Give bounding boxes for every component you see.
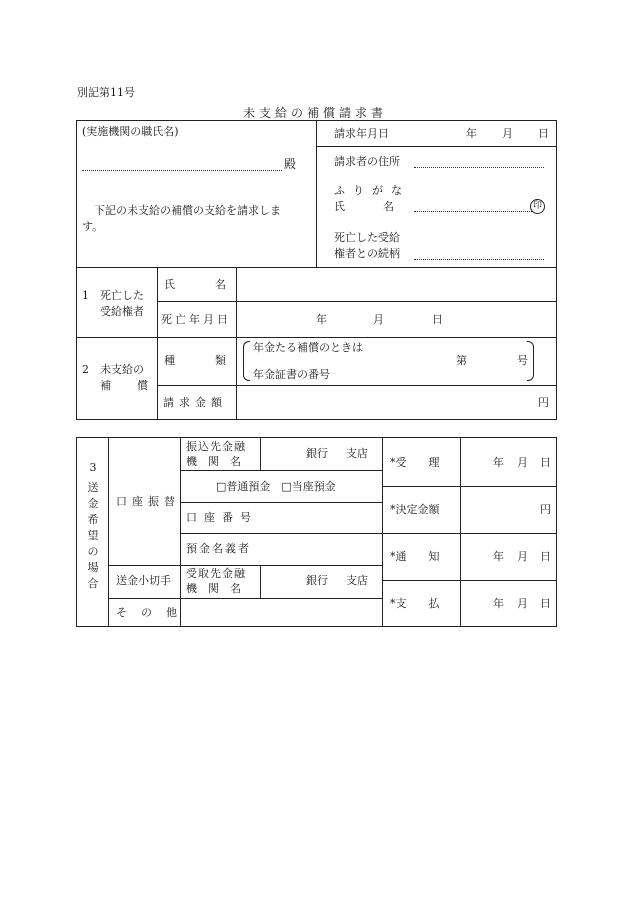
section1-line1: 1 死亡した [82, 289, 144, 302]
other-label: その他 [116, 606, 191, 619]
recv-inst-label-2: 機関名 [186, 582, 252, 595]
payment-year: 年 [493, 597, 504, 610]
section3-char: 望 [87, 529, 99, 542]
seal-icon: 印 [530, 199, 545, 214]
deposit-type-checkboxes[interactable]: □普通預金 □当座預金 [216, 480, 336, 493]
name-label-text: 氏名 [334, 200, 432, 213]
payment-label: *支 払 [390, 597, 440, 610]
s2-pension-case: 年金たる補償のときは [253, 341, 363, 354]
s1-name-label: 氏名 [164, 278, 266, 291]
address-line[interactable] [414, 167, 544, 168]
bank-label: 銀行 [306, 447, 328, 460]
receipt-label: *受 理 [390, 456, 440, 469]
relation-line[interactable] [414, 259, 544, 260]
request-day: 日 [538, 127, 549, 140]
section3-char: 希 [87, 513, 99, 526]
relation-label-1: 死亡した受給 [334, 231, 400, 244]
agency-name-line[interactable] [82, 170, 282, 171]
relation-label-2: 権者との続柄 [334, 247, 400, 260]
recv-branch-label: 支店 [346, 574, 368, 587]
request-date-label: 請求年月日 [334, 127, 389, 140]
decided-yen: 円 [540, 503, 551, 516]
account-number-label: 口座番号 [186, 511, 258, 524]
addressee-suffix: 殿 [284, 157, 297, 171]
s2-dai: 第 [456, 354, 467, 367]
decided-amount-label: *決定金額 [390, 503, 440, 516]
bracket-right [527, 341, 534, 381]
name-line[interactable] [414, 211, 532, 212]
payment-month: 月 [517, 597, 528, 610]
s1-month: 月 [373, 313, 384, 326]
section3-char: 送 [87, 481, 99, 494]
s2-yen: 円 [538, 396, 549, 409]
recv-bank-label: 銀行 [306, 574, 328, 587]
s1-death-date-label: 死亡年月日 [161, 313, 231, 326]
section1-line2: 受給権者 [100, 305, 144, 318]
branch-label: 支店 [346, 447, 368, 460]
section2-line1: 2 未支給の [82, 363, 144, 376]
notice-year: 年 [493, 550, 504, 563]
agency-label: (実施機関の職氏名) [82, 125, 179, 138]
section3-char: の [87, 545, 99, 558]
furigana-label: ふりがな [334, 184, 410, 197]
request-text-line2: す。 [82, 220, 104, 233]
payment-day: 日 [540, 597, 551, 610]
account-transfer-label: 口座振替 [116, 495, 180, 508]
form-number: 別記第11号 [77, 86, 135, 99]
notice-label: *通 知 [390, 550, 440, 563]
request-text-line1: 下記の未支給の補償の支給を請求しま [94, 204, 281, 217]
bracket-left [243, 341, 250, 381]
section3-char: 金 [87, 497, 99, 510]
section3-label [86, 462, 100, 594]
bank-inst-label-1: 振込先金融 [186, 440, 246, 453]
remit-check-label: 送金小切手 [116, 574, 171, 587]
receipt-month: 月 [517, 456, 528, 469]
recv-inst-label-1: 受取先金融 [186, 567, 246, 580]
receipt-day: 日 [540, 456, 551, 469]
s1-day: 日 [432, 313, 443, 326]
section2-line2: 補償 [100, 379, 174, 392]
section3-char: 3 [89, 461, 97, 474]
page-title: 未支給の補償請求書 [242, 106, 387, 120]
s2-amount-label: 請求金額 [163, 396, 227, 409]
name-label-req [334, 200, 432, 213]
address-label: 請求者の住所 [334, 155, 400, 168]
request-year: 年 [466, 127, 477, 140]
notice-month: 月 [517, 550, 528, 563]
s2-type-label: 種類 [164, 354, 266, 367]
notice-day: 日 [540, 550, 551, 563]
bank-inst-label-2: 機関名 [186, 455, 252, 468]
s2-go: 号 [517, 354, 528, 367]
s2-cert-number: 年金証書の番号 [253, 368, 330, 381]
s1-year: 年 [316, 313, 327, 326]
section3-char: 合 [87, 577, 99, 590]
section3-char: 場 [87, 561, 99, 574]
receipt-year: 年 [493, 456, 504, 469]
request-month: 月 [502, 127, 513, 140]
account-holder-label: 預金名義者 [186, 542, 251, 555]
